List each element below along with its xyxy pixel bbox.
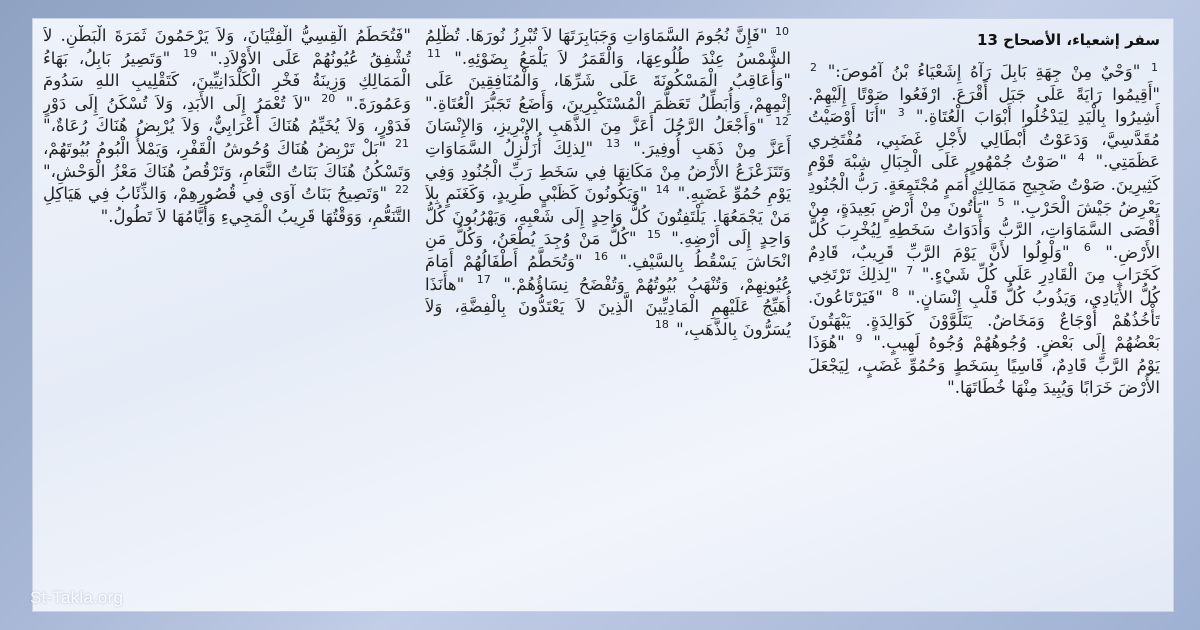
text-column-right: [808, 25, 1160, 605]
text-column-left: [43, 25, 411, 605]
verse-1: [828, 62, 1160, 81]
verse-number: 5: [997, 196, 1005, 210]
verse-10: [425, 26, 791, 68]
verse-number: 16: [594, 250, 609, 264]
verse-text: "هُوَذَا يَوْمُ الرَّبِّ قَادِمٌ، قَاسِيًا بِسَخَطٍ وَحُمُوِّ غَضَبٍ، لِيَجْعَلَ الأَرْضَ خَرَابًا وَيُبِيدَ مِنْهَا خُطَاتَهَا.": [808, 333, 1160, 398]
verse-number: 11: [427, 47, 441, 61]
verse-text: "أَقِيمُوا رَايَةً عَلَى جَبَل أَقْرَعَ. ارْفَعُوا صَوْتًا إِلَيْهِمْ. أَشِيرُوا بِالْيَدِ لِيَدْخُلُوا أَبْوَابَ الْعُتَاةِ.": [808, 84, 1160, 127]
verse-text: "وَيَكُونُونَ كَظَبْيٍ طَرِيدٍ، وَكَغَنَمٍ بِلاَ مَنْ يَجْمَعُهَا. يَلْتَفِتُونَ كُلُّ وَاحِدٍ إِلَى شَعْبِهِ، وَيَهْرُبُونَ كُلُّ وَاحِدٍ إِلَى أَرْضِهِ.": [425, 184, 791, 249]
verse-18-number-only: [653, 320, 671, 339]
verse-number: 6: [1083, 241, 1091, 255]
verse-number: 21: [395, 137, 409, 151]
verse-text: "فَإِنَّ نُجُومَ السَّمَاوَاتِ وَجَبَابِرَتَهَا لاَ تُبْرِزُ نُورَهَا. تُظْلِمُ الشَّمْسُ عِنْدَ طُلُوعِهَا، وَالْقَمَرُ لاَ يَلْمَعُ بِضَوْئِهِ.": [425, 26, 791, 68]
verse-text: "لِذلِكَ أُزَلْزِلُ السَّمَاوَاتِ وَتَتَزَعْزَعُ الأَرْضُ مِنْ مَكَانِهَا فِي سَخَطِ رَبِّ الْجُنُودِ وَفِي يَوْمِ حُمُوِّ غَضَبِهِ.": [425, 138, 791, 204]
verse-number: 13: [606, 137, 621, 151]
verse-text: "لاَ تُعْمَرُ إِلَى الأَبَدِ، وَلاَ تُسْكَنُ إِلَى دَوْرٍ فَدَوْرٍ، وَلاَ يُخَيِّمُ هُنَاكَ أَعْرَابِيٌّ، وَلاَ يُرْبِضُ هُنَاكَ رُعَاةٌ،": [43, 93, 411, 136]
verse-text: "أَنَا أَوْصَيْتُ مُقَدَّسِيَّ، وَدَعَوْتُ أَبْطَالِي لأَجْلِ غَضَبِي، مُفْتَخِري عَظَمَتِي.": [808, 107, 1160, 172]
verse-text: "وَتُحَطَّمُ أَطْفَالُهُمْ أَمَامَ عُيُونِهِمْ، وَتُنْهَبُ بُيُوتُهُمْ وَتُفْضَحُ نِسَاؤُهُمْ.": [425, 251, 791, 294]
verse-text: "لِذلِكَ تَرْتَخِي كُلُّ الأَيَادِي، وَيَذُوبُ كُلُّ قَلْبِ إِنْسَانٍ.": [808, 265, 1160, 307]
verse-text: "وَأَجْعَلُ الرَّجُلَ أَعَزَّ مِنَ الذَّهَبِ الإِبْرِيزِ، وَالإِنْسَانَ أَعَزَّ مِنْ ذَهَبِ أُوفِيرَ.": [425, 116, 791, 158]
verse-number: 18: [654, 318, 669, 332]
verse-text: "فَيَرْتَاعُونَ. تَأْخُذُهُمْ أَوْجَاعٌ وَمَخَاضٌ. يَتَلَوَّوْنَ كَوَالِدَةٍ. يَبْهَتُونَ بَعْضُهُمْ إِلَى بَعْضٍ. وُجُوهُهُمْ وُجُوهُ لَهِيبٍ.": [808, 287, 1160, 353]
chapter-title: سفر إشعياء، الأصحاح 13: [977, 31, 1160, 49]
verse-number: 10: [774, 25, 789, 38]
verse-number: 9: [855, 331, 863, 345]
verse-number: 3: [897, 105, 905, 119]
verse-number: 20: [321, 92, 336, 106]
verse-text: "وَلْوِلُوا لأَنَّ يَوْمَ الرَّبِّ قَرِيبٌ، قَادِمٌ كَخَرَابٍ مِنَ الْقَادِرِ عَلَى كُلِّ شَيْءٍ.": [808, 242, 1160, 285]
verse-text: "وَتَصِيحُ بَنَاتُ آوَى فِي قُصُورِهِمْ، وَالذِّئَابُ فِي هَيَاكِلِ التَّنَعُّمِ، وَوَقْتُهَا قَرِيبُ الْمَجِيءِ وَأَيَّامُهَا لاَ تَطُولُ.": [43, 184, 411, 226]
text-column-middle: [425, 25, 791, 605]
verse-number: 17: [476, 273, 491, 287]
verse-number: 8: [891, 286, 899, 300]
verse-text: "وَحْيٌ مِنْ جِهَةِ بَابِلَ رَآهُ إِشَعْيَاءُ بْنُ آمُوصَ:": [827, 62, 1141, 81]
verse-number: 19: [183, 47, 198, 61]
verse-number: 7: [906, 263, 914, 277]
verse-text: "هأَنَذَا أُهَيِّجُ عَلَيْهِمِ الْمَادِيِّينَ الَّذِينَ لاَ يَعْتَدُّونَ بِالْفِضَّةِ، وَلاَ يُسَرُّونَ بِالذَّهَبِ،": [425, 274, 791, 339]
verse-number: 12: [775, 114, 789, 128]
verse-number: 1: [1151, 60, 1159, 74]
verse-number: 4: [1077, 150, 1085, 164]
scripture-card: [32, 18, 1174, 612]
verse-number: 2: [810, 60, 817, 74]
site-watermark: St-Takla.org: [30, 588, 124, 607]
verse-number: 22: [394, 182, 409, 196]
verse-text: "وَتَصِيرُ بَابِلُ، بَهَاءُ الْمَمَالِكِ وَزِينَةُ فَخْرِ الْكَلْدَانِيِّينَ، كَتَقْلِيبِ اللهِ سَدُومَ وَعَمُورَةَ.": [43, 48, 411, 113]
verse-text: "وَأُعَاقِبُ الْمَسْكُونَةَ عَلَى شَرِّهَا، وَالْمُنَافِقِينَ عَلَى إِثْمِهِمْ، وَأُبَطِّلُ تَعَظُّمَ الْمُسْتَكْبِرِينَ، وَأَضَعُ تَجَبُّرَ الْعُتَاةِ.": [425, 71, 791, 113]
verse-text: "كُلُّ مَنْ وُجِدَ يُطْعَنُ، وَكُلُّ مَنِ انْحَاشَ يَسْقُطُ بِالسَّيْفِ.": [425, 229, 791, 271]
verse-number: 15: [646, 227, 661, 241]
verse-text: "بَلْ تَرْبِضُ هُنَاكَ وُحُوشُ الْقَفْرِ، وَيَمْلأُ الْبُومُ بُيُوتَهُمْ، وَتَسْكُنُ هُنَاكَ بَنَاتُ النَّعَامِ، وَتَرْقُصُ هُنَاكَ مَعْزُ الْوَحْشِ،": [43, 138, 411, 181]
verse-number: 14: [655, 182, 670, 196]
verse-22: [43, 184, 411, 226]
verse-21: [43, 139, 411, 181]
verse-text: "يَأْتُونَ مِنْ أَرْضٍ بَعِيدَةٍ، مِنْ أَقْصَى السَّمَاوَاتِ، الرَّبُّ وَأَدَوَاتُ سَخَطِهِ لِيُخْرِبَ كُلَّ الأَرْضِ.": [808, 197, 1160, 262]
verse-text: "فَتُحَطِّمُ الْقِسِيُّ الْفِتْيَانَ، وَلاَ يَرْحَمُونَ ثَمَرَةَ الْبَطْنِ. لاَ تُشْفِقُ عُيُونُهُمْ عَلَى الأَوْلاَدِ.": [43, 26, 411, 68]
verse-text: "صَوْتُ جُمْهُورٍ عَلَى الْجِبَالِ شِبْهَ قَوْمٍ كَثِيرِينَ. صَوْتُ ضَجِيجِ مَمَالِكِ أُمَمٍ مُجْتَمِعَةٍ. رَبُّ الْجُنُودِ يَعْرِضُ جَيْشَ الْحَرْبِ.": [808, 152, 1160, 217]
